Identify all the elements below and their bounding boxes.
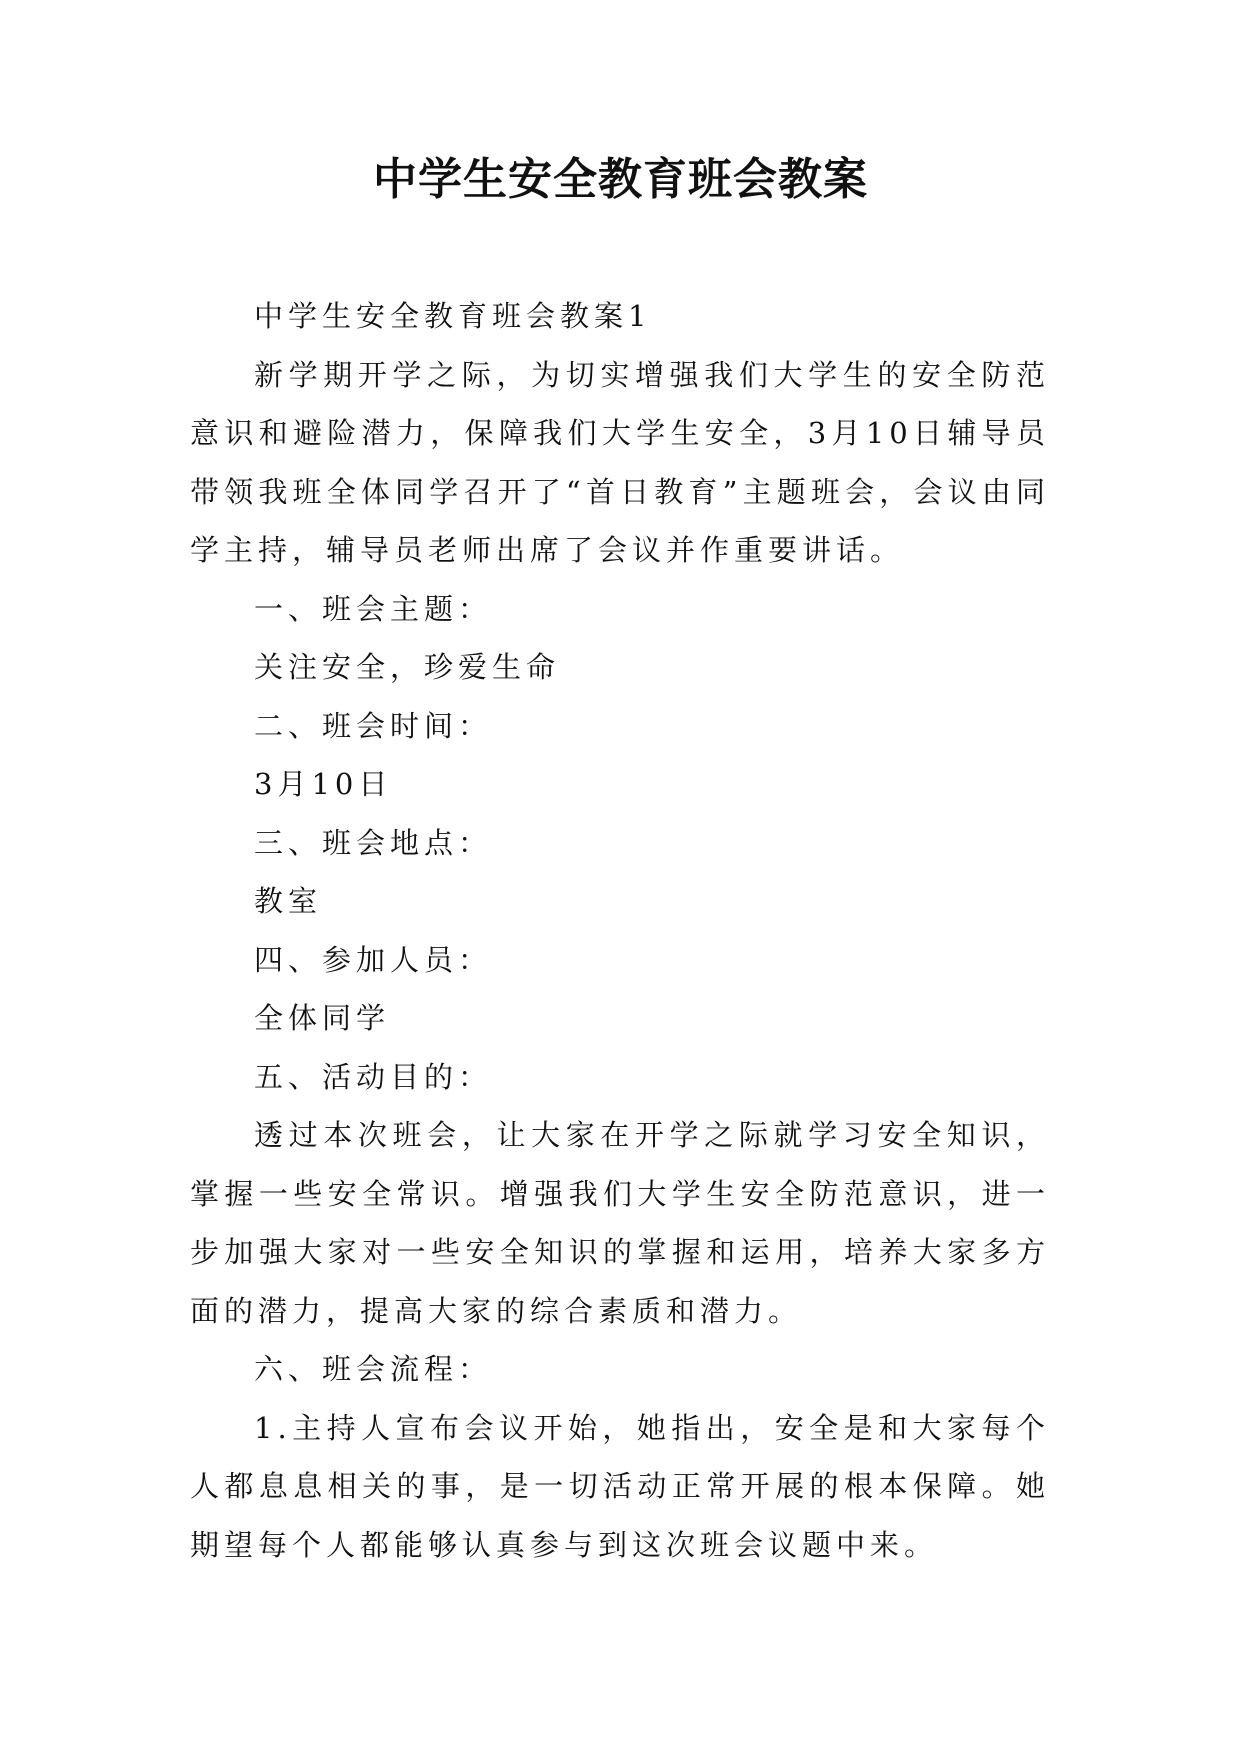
theme-value: 关注安全，珍爱生命: [254, 650, 561, 684]
process-step-1: 1.主持人宣布会议开始，她指出，安全是和大家每个人都息息相关的事，是一切活动正常开展的根本保障。她期望每个人都能够认真参与到这次班会议题中来。: [190, 1410, 1050, 1562]
section-heading: 中学生安全教育班会教案1: [254, 299, 652, 333]
location-value: 教室: [254, 884, 323, 918]
theme-heading: 一、班会主题：: [254, 591, 493, 626]
participants-value: 全体同学: [254, 1001, 391, 1035]
purpose-heading: 五、活动目的：: [254, 1059, 493, 1094]
location-heading: 三、班会地点：: [254, 825, 493, 860]
time-value: 3月10日: [254, 767, 393, 801]
intro-paragraph: 新学期开学之际，为切实增强我们大学生的安全防范意识和避险潜力，保障我们大学生安全，3月10日辅导员带领我班全体同学召开了“首日教育”主题班会，会议由同学主持，辅导员老师出席了会议并作重要讲话。: [190, 357, 1050, 567]
participants-heading: 四、参加人员：: [254, 942, 493, 977]
document-body: [190, 287, 1050, 1574]
time-heading: 二、班会时间：: [254, 708, 493, 743]
process-heading: 六、班会流程：: [254, 1352, 493, 1386]
document-title: 中学生安全教育班会教案: [373, 154, 868, 205]
purpose-paragraph: 透过本次班会，让大家在开学之际就学习安全知识，掌握一些安全常识。增强我们大学生安全防范意识，进一步加强大家对一些安全知识的掌握和运用，培养大家多方面的潜力，提高大家的综合素质和潜力。: [190, 1118, 1050, 1328]
